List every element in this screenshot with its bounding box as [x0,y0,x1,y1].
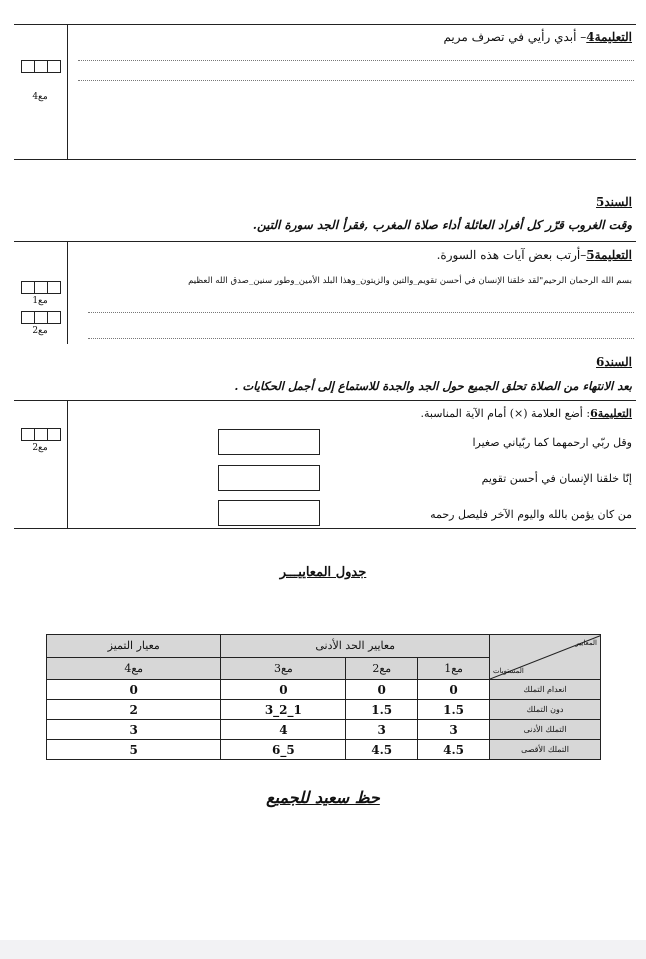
table-cell: 2 [47,700,221,720]
score-boxes-task5-2 [21,311,61,324]
score-boxes-task6 [21,428,61,441]
source6-label: السند6 [596,355,632,369]
table-cell: 3 [346,720,418,740]
task6-checkbox-1[interactable] [218,429,320,455]
table-cell: 0 [47,680,221,700]
table-cell: 0 [418,680,490,700]
table-row [47,680,601,700]
table-cell: 0 [346,680,418,700]
score-boxes-task4 [21,60,61,73]
score-tag-task6: 2مع [32,443,48,453]
source6-text: بعد الانتهاء من الصلاة تحلق الجميع حول الجد والجدة للاستماع إلى أجمل الحكايات . [234,379,632,393]
source5-label: السند5 [596,195,632,209]
table-cell: 4.5 [418,740,490,760]
task6-score-divider [67,400,68,528]
closing-message: حظ سعيد للجميع [266,788,380,807]
table-cell: 4.5 [346,740,418,760]
answer-line-2 [78,80,634,81]
table-cell: 4 [221,720,346,740]
table-cell: 1.5 [346,700,418,720]
table-row [47,720,601,740]
task6-border-top [14,400,636,401]
task5-border-top [14,241,636,242]
score-tag-task5-1: 1مع [32,296,48,306]
score-boxes-task5-1 [21,281,61,294]
corner-levels-label: المستويات [493,667,524,675]
table-cell: 3 [47,720,221,740]
criteria-title: جدول المعاييـــر [279,565,367,580]
score-column-divider [67,24,68,159]
table-row [47,700,601,720]
row-label: التملك الأدنى [490,720,601,740]
task6-option-2: إنّا خلقنا الإنسان في أحسن تقويم [481,472,632,485]
column-header-4: 4مع [47,657,221,680]
table-cell: 6_5 [221,740,346,760]
task5-instruction [437,248,632,262]
task6-checkbox-3[interactable] [218,500,320,526]
score-tag-task5-2: 2مع [32,326,48,336]
task5-answer-line-1 [88,312,634,313]
task6-option-1: وقل ربّي ارحمهما كما ربّياني صغيرا [472,436,632,449]
task5-score-divider [67,241,68,344]
task6-checkbox-2[interactable] [218,465,320,491]
task4-label: التعليمة4 [586,30,632,44]
task6-text: : أضع العلامة (×) أمام الآية المناسبة. [420,407,591,420]
task5-answer-line-2 [88,338,634,339]
task6-label: التعليمة6 [590,407,632,420]
table-row [47,740,601,760]
header-group-minimum: معايير الحد الأدنى [221,635,490,658]
criteria-table [46,634,601,760]
table-cell: 1.5 [418,700,490,720]
table-cell: 3_2_1 [221,700,346,720]
header-corner-cell [490,635,601,680]
header-group-excellence: معيار التميز [47,635,221,658]
task5-label: التعليمة5 [586,248,632,262]
table-cell: 0 [221,680,346,700]
section-border-top [14,24,636,25]
table-cell: 5 [47,740,221,760]
task5-verses: بسم الله الرحمان الرحيم"لقد خلقنا الإنسان في أحسن تقويم_والتين والزيتون_وهذا البلد الأمين_وطور سنين_صدق الله العظيم [188,276,632,286]
answer-line-1 [78,60,634,61]
corner-criteria-label: المعايير [575,639,597,647]
task6-instruction [421,407,633,420]
column-header-3: 3مع [221,657,346,680]
row-label: دون التملك [490,700,601,720]
source5-text: وقت الغروب قرّر كل أفراد العائلة أداء صلاة المغرب ,فقرأ الجد سورة التين. [252,218,632,232]
task5-text: –أرتب بعض آيات هذه السورة. [436,248,587,262]
task4-text: – أبدي رأيي في تصرف مريم [443,30,587,44]
score-tag-task4: 4مع [32,92,48,102]
table-cell: 3 [418,720,490,740]
source6-heading [596,355,632,369]
column-header-1: 1مع [418,657,490,680]
task6-option-3: من كان يؤمن بالله واليوم الآخر فليصل رحمه [430,508,632,521]
task4-instruction [443,30,632,44]
source5-heading [596,195,632,209]
column-header-2: 2مع [346,657,418,680]
section-border-bottom [14,159,636,160]
row-label: انعدام التملك [490,680,601,700]
task6-border-bottom [14,528,636,529]
row-label: التملك الأقصى [490,740,601,760]
